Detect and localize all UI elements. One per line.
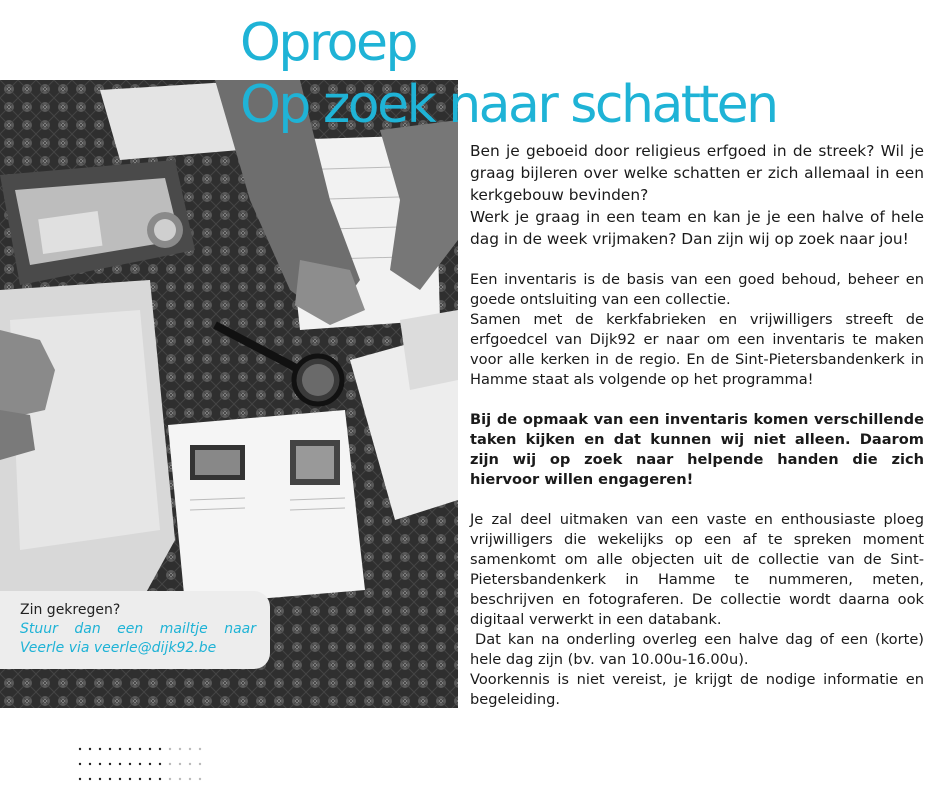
contact-callout [0, 591, 270, 669]
title-line-1: Oproep [240, 13, 416, 73]
page-title [240, 12, 777, 136]
decorative-dots [78, 745, 208, 781]
paragraph-3: Bij de opmaak van een inventaris komen verschillende taken kijken en dat kunnen wij niet alleen. Daarom zijn wij op zoek naar helpende handen die zich hiervoor willen engageren! [470, 411, 924, 488]
paragraph-5: Dat kan na onderling overleg een halve dag of een (korte) hele dag zijn (bv. van 10.00u-16.00u). [470, 631, 924, 668]
paragraph-4: Je zal deel uitmaken van een vaste en enthousiaste ploeg vrijwilligers die wekelijks op een af te spreken moment samenkomt om alle objecten uit de collectie van de Sint-Pietersbandenkerk in Hamme te nummeren, meten, beschrijven en fotograferen. De collectie wordt daarna ook digitaal verwerkt in een databank. [470, 511, 924, 628]
paragraph-1: Een inventaris is de basis van een goed behoud, beheer en goede ontsluiting van een collectie. [470, 271, 924, 308]
body-text [470, 140, 924, 710]
intro-line-1: Ben je geboeid door religieus erfgoed in de streek? Wil je graag bijleren over welke schatten er zich allemaal in een kerkgebouw bevinden? [470, 142, 924, 204]
paragraph-2: Samen met de kerkfabrieken en vrijwilligers streeft de erfgoedcel van Dijk92 er naar om een inventaris te maken voor alle kerken in de regio. En de Sint-Pietersbandenkerk in Hamme staat als volgende op het programma! [470, 311, 924, 388]
paragraph-6: Voorkennis is niet vereist, je krijgt de nodige informatie en begeleiding. [470, 671, 924, 708]
callout-email-link[interactable]: Stuur dan een mailtje naar Veerle via veerle@dijk92.be [20, 621, 256, 656]
title-line-2: Op zoek naar schatten [240, 75, 777, 135]
intro-line-2: Werk je graag in een team en kan je je een halve of hele dag in de week vrijmaken? Dan zijn wij op zoek naar jou! [470, 208, 924, 248]
callout-question: Zin gekregen? [20, 602, 121, 618]
